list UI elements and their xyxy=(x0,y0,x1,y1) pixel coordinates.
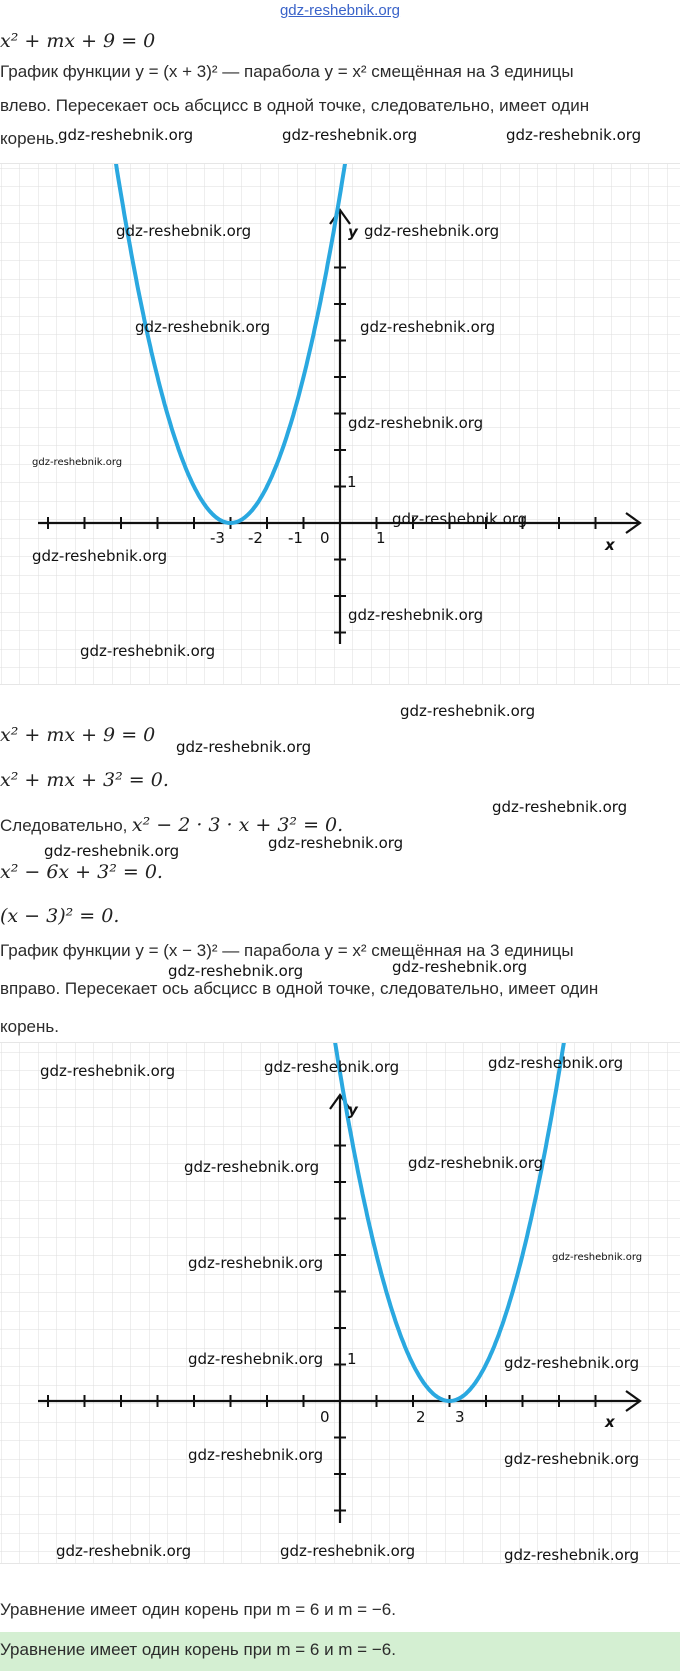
graph-2-tick-label-y-1: 1 xyxy=(347,1350,357,1368)
watermark: gdz-reshebnik.org xyxy=(56,1542,192,1560)
site-header-link[interactable]: gdz-reshebnik.org xyxy=(279,2,401,19)
watermark: gdz-reshebnik.org xyxy=(116,222,252,240)
description-1-line-2: влево. Пересекает ось абсцисс в одной точке, следовательно, имеет один xyxy=(0,96,590,115)
watermark: gdz-reshebnik.org xyxy=(392,958,528,976)
watermark: gdz-reshebnik.org xyxy=(504,1546,640,1564)
watermark: gdz-reshebnik.org xyxy=(184,1158,320,1176)
description-1-line-3: корень. xyxy=(0,129,59,148)
watermark: gdz-reshebnik.org xyxy=(392,510,528,528)
graph-1 xyxy=(0,163,680,685)
equation-4-line xyxy=(0,814,343,836)
graph-2-origin-label: 0 xyxy=(320,1408,330,1426)
watermark: gdz-reshebnik.org xyxy=(188,1254,324,1272)
graph-2-tick-label-x-3: 3 xyxy=(455,1408,465,1426)
watermark: gdz-reshebnik.org xyxy=(282,126,418,144)
watermark: gdz-reshebnik.org xyxy=(58,126,194,144)
answer-text: Уравнение имеет один корень при m = 6 и m = −6. xyxy=(0,1640,396,1659)
graph-1-tick-label-y-1: 1 xyxy=(347,473,357,491)
graph-1-origin-label: 0 xyxy=(320,529,330,547)
watermark: gdz-reshebnik.org xyxy=(44,842,180,860)
description-1-line-1: График функции y = (x + 3)² — парабола y = x² смещённая на 3 единицы xyxy=(0,62,574,81)
equation-4-prefix: Следовательно, xyxy=(0,816,128,835)
watermark: gdz-reshebnik.org xyxy=(188,1350,324,1368)
watermark: gdz-reshebnik.org xyxy=(80,642,216,660)
watermark: gdz-reshebnik.org xyxy=(488,1054,624,1072)
description-2-line-1: График функции y = (x − 3)² — парабола y = x² смещённая на 3 единицы xyxy=(0,941,574,960)
watermark: gdz-reshebnik.org xyxy=(364,222,500,240)
watermark: gdz-reshebnik.org xyxy=(268,834,404,852)
graph-2 xyxy=(0,1042,680,1564)
watermark: gdz-reshebnik.org xyxy=(408,1154,544,1172)
watermark: gdz-reshebnik.org xyxy=(40,1062,176,1080)
graph-2-tick-label-x-2: 2 xyxy=(416,1408,426,1426)
watermark: gdz-reshebnik.org xyxy=(348,606,484,624)
graph-1-tick-label-minus-1: -1 xyxy=(288,529,303,547)
equation-1: x² + mx + 9 = 0 xyxy=(0,30,156,52)
watermark: gdz-reshebnik.org xyxy=(176,738,312,756)
watermark: gdz-reshebnik.org xyxy=(348,414,484,432)
graph-2-y-label: y xyxy=(348,1101,358,1119)
description-2-line-2: вправо. Пересекает ось абсцисс в одной точке, следовательно, имеет один xyxy=(0,979,599,998)
watermark: gdz-reshebnik.org xyxy=(506,126,642,144)
equation-4: x² − 2 · 3 · x + 3² = 0. xyxy=(131,814,344,836)
watermark: gdz-reshebnik.org xyxy=(135,318,271,336)
watermark: gdz-reshebnik.org xyxy=(264,1058,400,1076)
graph-2-x-label: x xyxy=(605,1413,615,1431)
graph-1-tick-label-minus-3: -3 xyxy=(210,529,225,547)
graph-1-x-label: x xyxy=(605,536,615,554)
graph-1-y-label: y xyxy=(348,223,358,241)
conclusion-text: Уравнение имеет один корень при m = 6 и m = −6. xyxy=(0,1600,396,1619)
watermark: gdz-reshebnik.org xyxy=(492,798,628,816)
watermark: gdz-reshebnik.org xyxy=(188,1446,324,1464)
watermark: gdz-reshebnik.org xyxy=(280,1542,416,1560)
equation-2: x² + mx + 9 = 0 xyxy=(0,724,156,746)
graph-1-tick-label-minus-2: -2 xyxy=(248,529,263,547)
watermark: gdz-reshebnik.org xyxy=(400,702,536,720)
watermark: gdz-reshebnik.org xyxy=(504,1354,640,1372)
watermark: gdz-reshebnik.org xyxy=(32,547,168,565)
watermark: gdz-reshebnik.org xyxy=(552,1252,643,1263)
graph-1-tick-label-x-1: 1 xyxy=(376,529,386,547)
watermark: gdz-reshebnik.org xyxy=(32,457,123,468)
equation-6: (x − 3)² = 0. xyxy=(0,905,120,927)
equation-5: x² − 6x + 3² = 0. xyxy=(0,861,163,883)
watermark: gdz-reshebnik.org xyxy=(360,318,496,336)
description-2-line-3: корень. xyxy=(0,1017,59,1036)
watermark: gdz-reshebnik.org xyxy=(504,1450,640,1468)
equation-3: x² + mx + 3² = 0. xyxy=(0,769,169,791)
watermark: gdz-reshebnik.org xyxy=(168,962,304,980)
